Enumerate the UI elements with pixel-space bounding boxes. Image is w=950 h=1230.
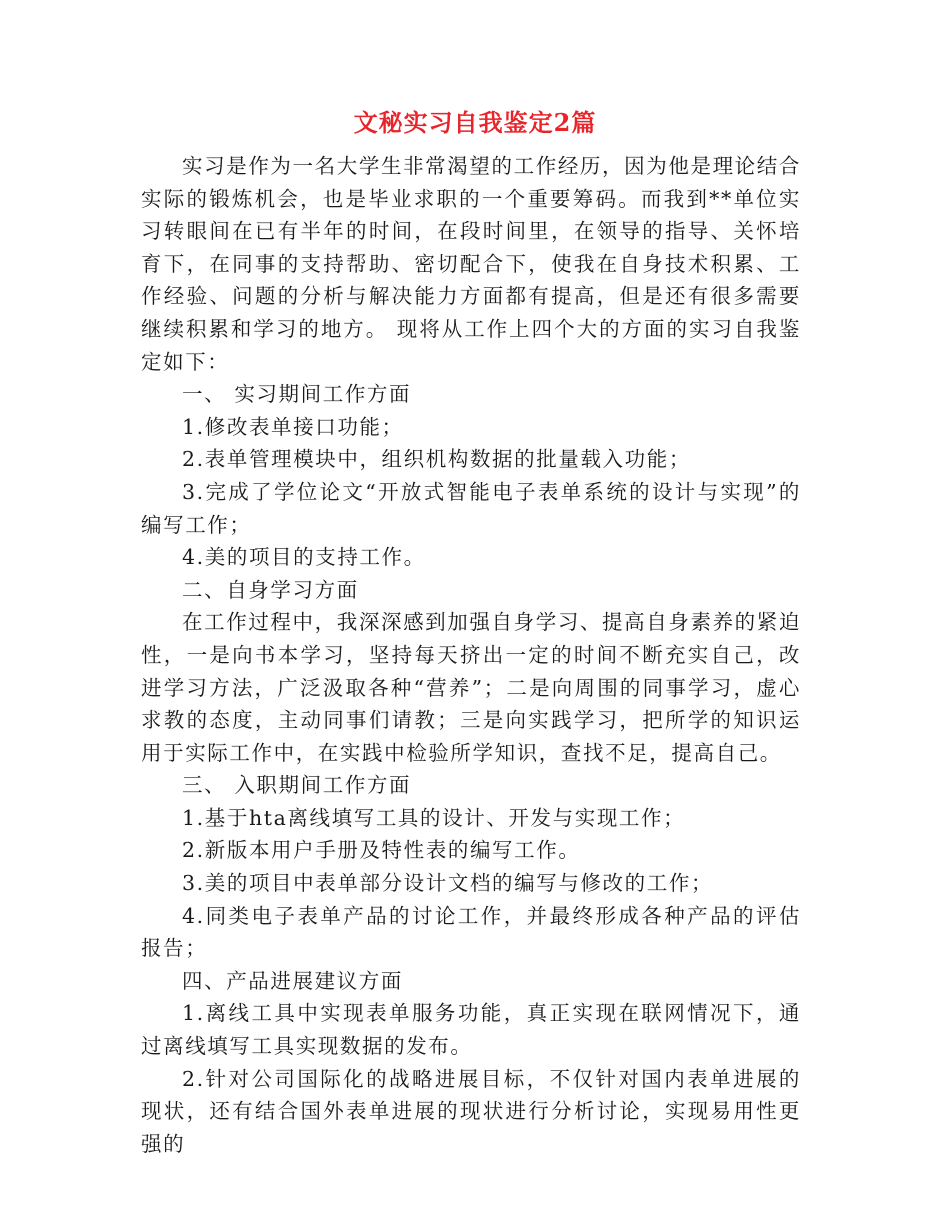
list-item: 2.针对公司国际化的战略进展目标，不仅针对国内表单进展的现状，还有结合国外表单进展的现状进行分析讨论，实现易用性更强的 [141,1066,801,1156]
list-item: 1.离线工具中实现表单服务功能，真正实现在联网情况下，通过离线填写工具实现数据的发布。 [141,1001,801,1059]
section-heading-2: 二、自身学习方面 [182,577,359,602]
document-body [141,150,801,1160]
list-item: 2.新版本用户手册及特性表的编写工作。 [182,838,581,863]
list-item: 3.美的项目中表单部分设计文档的编写与修改的工作； [182,871,714,896]
list-item: 1.基于hta离线填写工具的设计、开发与实现工作； [182,805,686,830]
list-item: 2.表单管理模块中，组织机构数据的批量载入功能； [182,447,691,472]
list-item: 4.同类电子表单产品的讨论工作，并最终形成各种产品的评估报告； [141,903,801,961]
study-paragraph: 在工作过程中，我深深感到加强自身学习、提高自身素养的紧迫性，一是向书本学习，坚持每天挤出一定的时间不断充实自己，改进学习方法，广泛汲取各种“营养”；二是向周围的同事学习，虚心求教的态度，主动同事们请教；三是向实践学习，把所学的知识运用于实际工作中，在实践中检验所学知识，查找不足，提高自己。 [141,610,801,765]
document-title: 文秘实习自我鉴定2篇 [353,108,597,137]
intro-paragraph: 实习是作为一名大学生非常渴望的工作经历，因为他是理论结合实际的锻炼机会，也是毕业求职的一个重要筹码。而我到**单位实习转眼间在已有半年的时间，在段时间里，在领导的指导、关怀培育下，在同事的支持帮助、密切配合下，使我在自身技术积累、工作经验、问题的分析与解决能力方面都有提高，但是还有很多需要继续积累和学习的地方。 现将从工作上四个大的方面的实习自我鉴定如下： [141,154,801,374]
section-heading-4: 四、产品进展建议方面 [182,968,403,993]
list-item: 4.美的项目的支持工作。 [182,545,426,570]
list-item: 1.修改表单接口功能； [182,414,404,439]
list-item: 3.完成了学位论文“开放式智能电子表单系统的设计与实现”的编写工作； [141,479,801,537]
section-heading-1: 一、 实习期间工作方面 [182,382,412,407]
section-heading-3: 三、 入职期间工作方面 [182,773,412,798]
